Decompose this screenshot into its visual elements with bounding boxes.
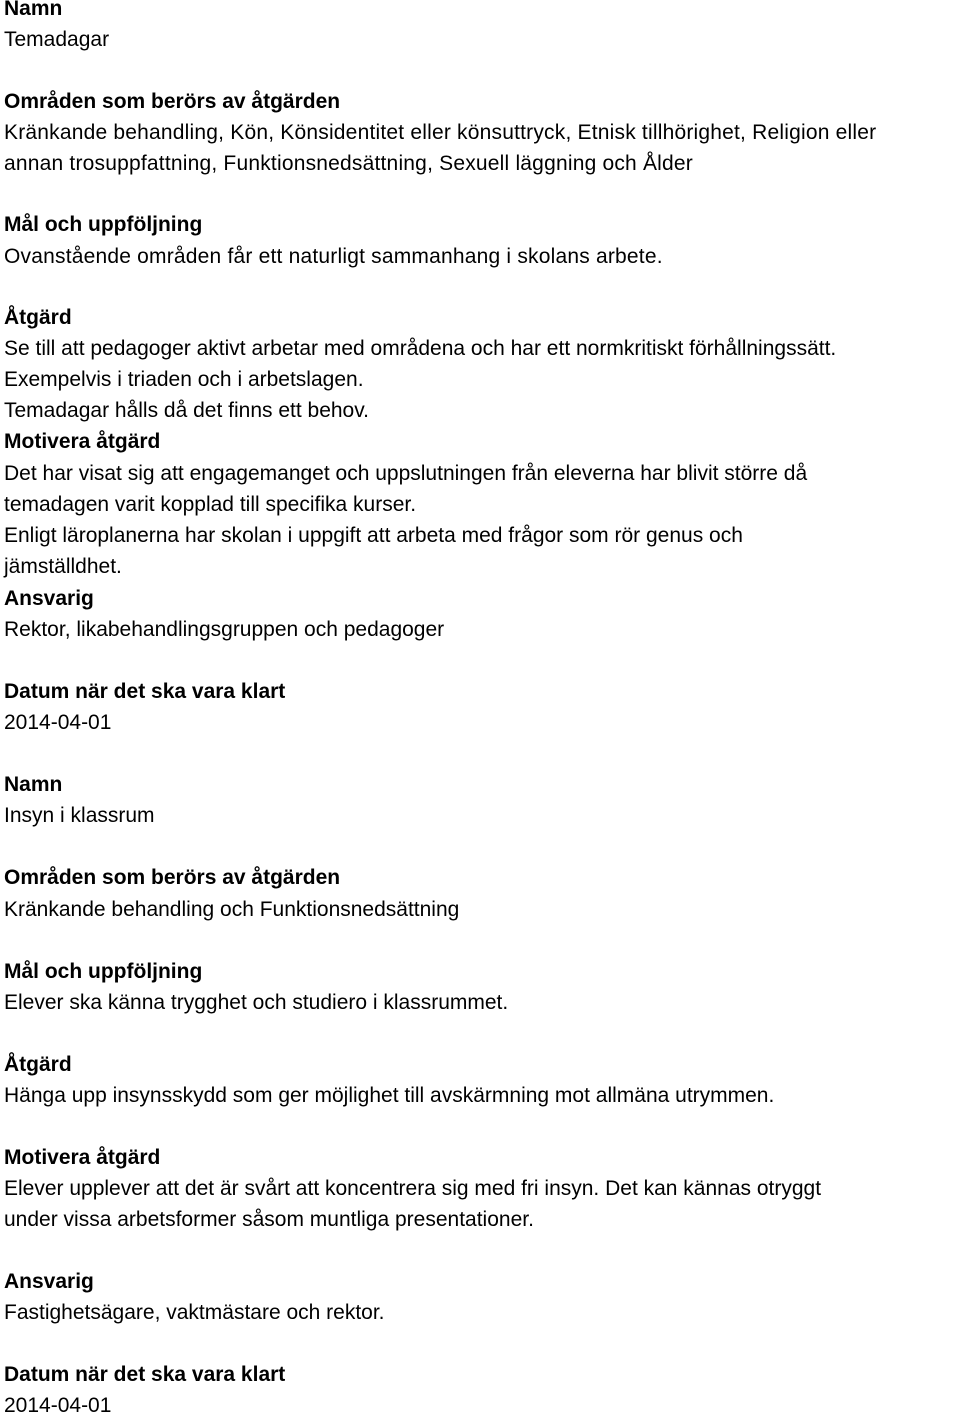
entry-2-deadline: 2014-04-01 (4, 1394, 112, 1417)
entry-2-motivation-line-2: under vissa arbetsformer såsom muntliga presentationer. (4, 1208, 534, 1231)
entry-2-areas-label: Områden som berörs av åtgärden (4, 866, 341, 889)
entry-1-areas-line-1: Kränkande behandling, Kön, Könsidentitet eller könsuttryck, Etnisk tillhörighet, Religion eller (4, 121, 877, 144)
entry-1-responsible-label: Ansvarig (4, 587, 94, 610)
entry-2-motivation-line-1: Elever upplever att det är svårt att koncentrera sig med fri insyn. Det kan kännas otryggt (4, 1177, 822, 1200)
entry-1-motivation-line-1: Det har visat sig att engagemanget och uppslutningen från eleverna har blivit större då (4, 462, 808, 485)
entry-1-goal-line-1: Ovanstående områden får ett naturligt sammanhang i skolans arbete. (4, 245, 663, 268)
entry-1-motivation-line-3: Enligt läroplanerna har skolan i uppgift att arbeta med frågor som rör genus och (4, 524, 743, 547)
entry-2-goal-label: Mål och uppföljning (4, 960, 203, 983)
entry-1-action-line-1: Se till att pedagoger aktivt arbetar med områdena och har ett normkritiskt förhållningssätt. (4, 337, 837, 360)
entry-1-areas-line-2: annan trosuppfattning, Funktionsnedsättning, Sexuell läggning och Ålder (4, 152, 693, 175)
entry-2-action-label: Åtgärd (4, 1053, 72, 1076)
entry-1-motivation-line-4: jämställdhet. (4, 555, 122, 578)
entry-1-action-line-3: Temadagar hålls då det finns ett behov. (4, 399, 370, 422)
entry-1-responsible: Rektor, likabehandlingsgruppen och pedagoger (4, 618, 445, 641)
entry-1-goal-label: Mål och uppföljning (4, 213, 203, 236)
entry-1-deadline: 2014-04-01 (4, 711, 112, 734)
entry-1-action-line-2: Exempelvis i triaden och i arbetslagen. (4, 368, 364, 391)
entry-1-name: Temadagar (4, 28, 110, 51)
entry-2-areas-line-1: Kränkande behandling och Funktionsnedsättning (4, 898, 460, 921)
entry-1-deadline-label: Datum när det ska vara klart (4, 680, 286, 703)
entry-2-name-label: Namn (4, 773, 63, 796)
entry-2-deadline-label: Datum när det ska vara klart (4, 1363, 286, 1386)
entry-1-motivation-line-2: temadagen varit kopplad till specifika kurser. (4, 493, 417, 516)
entry-2-goal-line-1: Elever ska känna trygghet och studiero i klassrummet. (4, 991, 509, 1014)
entry-2-action-line-1: Hänga upp insynsskydd som ger möjlighet till avskärmning mot allmäna utrymmen. (4, 1084, 775, 1107)
entry-1-motivation-label: Motivera åtgärd (4, 430, 161, 453)
entry-1-areas-label: Områden som berörs av åtgärden (4, 90, 341, 113)
entry-2-responsible: Fastighetsägare, vaktmästare och rektor. (4, 1301, 385, 1324)
entry-2-responsible-label: Ansvarig (4, 1270, 94, 1293)
entry-1-name-label: Namn (4, 0, 63, 20)
entry-1-action-label: Åtgärd (4, 306, 72, 329)
entry-2-name: Insyn i klassrum (4, 804, 155, 827)
entry-2-motivation-label: Motivera åtgärd (4, 1146, 161, 1169)
